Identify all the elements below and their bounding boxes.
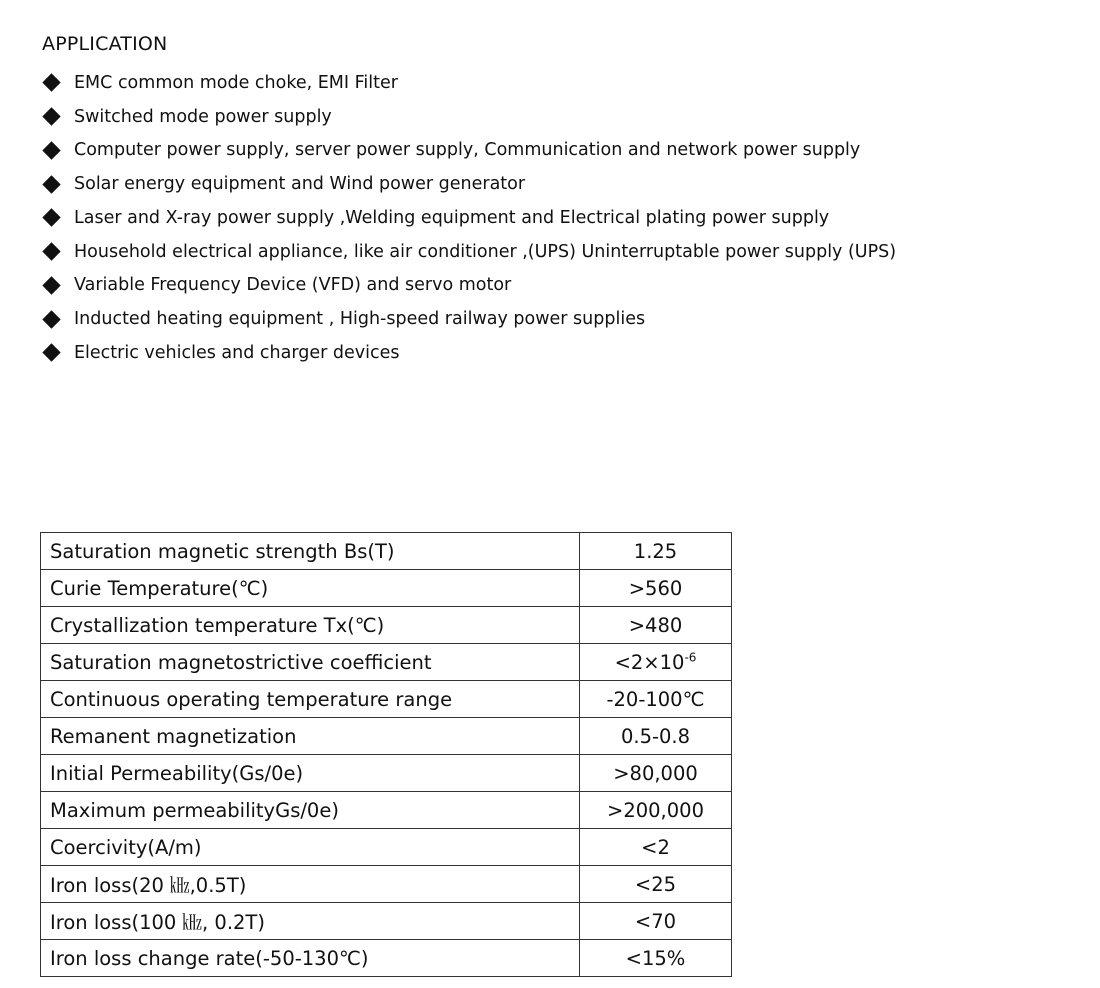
diamond-bullet-icon [42, 242, 60, 260]
value-cell: >80,000 [580, 755, 732, 792]
value-cell: -20-100℃ [580, 681, 732, 718]
value-cell: >560 [580, 570, 732, 607]
list-item-text: Household electrical appliance, like air conditioner ,(UPS) Uninterruptable power supply (UPS) [74, 241, 897, 262]
value-cell: >480 [580, 607, 732, 644]
list-item [42, 336, 896, 370]
value-cell: <70 [580, 903, 732, 940]
list-item [42, 302, 896, 336]
list-item-text: Electric vehicles and charger devices [74, 342, 400, 363]
property-cell: Continuous operating temperature range [41, 681, 580, 718]
property-cell: Iron loss(20 ㎑,0.5T) [41, 866, 580, 903]
table-row [41, 570, 732, 607]
list-item [42, 66, 896, 100]
diamond-bullet-icon [42, 74, 60, 92]
value-exponent: -6 [684, 650, 697, 664]
list-item-text: Solar energy equipment and Wind power generator [74, 174, 526, 195]
property-cell: Curie Temperature(℃) [41, 570, 580, 607]
value-cell: <25 [580, 866, 732, 903]
property-cell: Crystallization temperature Tx(℃) [41, 607, 580, 644]
list-item [42, 100, 896, 134]
value-cell [580, 644, 732, 681]
diamond-bullet-icon [42, 107, 60, 125]
table-row [41, 792, 732, 829]
list-item-text: Variable Frequency Device (VFD) and servo motor [74, 275, 512, 296]
table-row [41, 829, 732, 866]
table-row [41, 718, 732, 755]
property-cell: Iron loss change rate(-50-130℃) [41, 940, 580, 977]
value-cell: >200,000 [580, 792, 732, 829]
list-item [42, 269, 896, 303]
value-cell: <15% [580, 940, 732, 977]
table-row [41, 607, 732, 644]
table-row [41, 644, 732, 681]
table-row [41, 681, 732, 718]
diamond-bullet-icon [42, 276, 60, 294]
value-base: <2×10 [614, 650, 685, 674]
table-row [41, 755, 732, 792]
list-item [42, 201, 896, 235]
property-cell: Maximum permeabilityGs/0e) [41, 792, 580, 829]
property-cell: Saturation magnetic strength Bs(T) [41, 533, 580, 570]
property-cell: Remanent magnetization [41, 718, 580, 755]
list-item-text: Inducted heating equipment , High-speed railway power supplies [74, 309, 646, 330]
list-item [42, 235, 896, 269]
value-cell: 1.25 [580, 533, 732, 570]
diamond-bullet-icon [42, 209, 60, 227]
application-list [42, 66, 896, 370]
table-row [41, 866, 732, 903]
table-row [41, 940, 732, 977]
diamond-bullet-icon [42, 310, 60, 328]
table-row [41, 533, 732, 570]
list-item-text: Laser and X-ray power supply ,Welding equipment and Electrical plating power supply [74, 207, 830, 228]
diamond-bullet-icon [42, 141, 60, 159]
diamond-bullet-icon [42, 175, 60, 193]
value-cell: 0.5-0.8 [580, 718, 732, 755]
list-item-text: EMC common mode choke, EMI Filter [74, 72, 398, 93]
property-cell: Saturation magnetostrictive coefficient [41, 644, 580, 681]
table-row [41, 903, 732, 940]
application-section [42, 32, 896, 370]
property-cell: Coercivity(A/m) [41, 829, 580, 866]
value-cell: <2 [580, 829, 732, 866]
list-item-text: Computer power supply, server power supply, Communication and network power supply [74, 140, 861, 161]
specification-table [40, 532, 732, 977]
list-item [42, 167, 896, 201]
diamond-bullet-icon [42, 344, 60, 362]
application-heading: APPLICATION [42, 33, 168, 55]
property-cell: Initial Permeability(Gs/0e) [41, 755, 580, 792]
list-item-text: Switched mode power supply [74, 106, 332, 127]
property-cell: Iron loss(100 ㎑, 0.2T) [41, 903, 580, 940]
list-item [42, 134, 896, 168]
